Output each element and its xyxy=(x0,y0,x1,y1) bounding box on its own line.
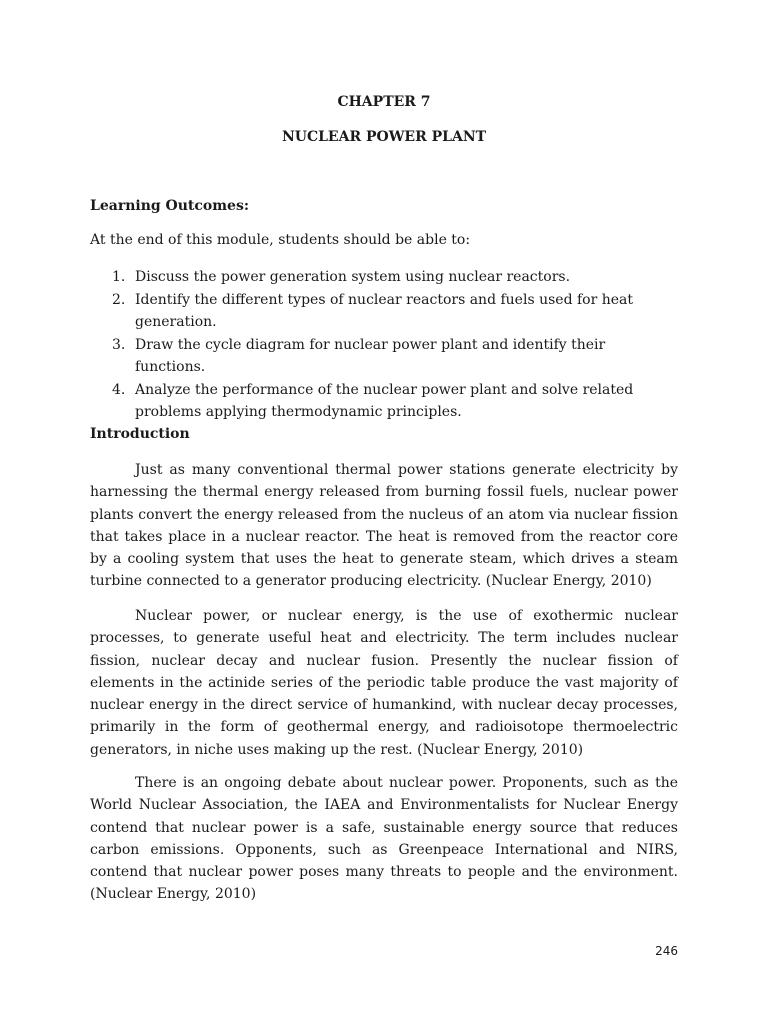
learning-outcomes-heading: Learning Outcomes: xyxy=(90,198,250,214)
chapter-label: CHAPTER 7 xyxy=(337,94,431,110)
learning-outcomes-lead: At the end of this module, students should be able to: xyxy=(90,232,471,248)
chapter-title: NUCLEAR POWER PLANT xyxy=(281,129,487,145)
list-item-text: Analyze the performance of the nuclear power plant and solve related problems applying thermodynamic principles. xyxy=(135,381,634,420)
list-item-number: 3. xyxy=(112,336,126,353)
list-item-number: 1. xyxy=(112,269,126,285)
list-item xyxy=(90,266,678,289)
page-number: 246 xyxy=(655,944,678,958)
introduction-paragraph-2: Nuclear power, or nuclear energy, is the use of exothermic nuclear processes, to generate useful heat and electricity. The term includes nuclear fission, nuclear decay and nuclear fusion. Presently the nuclear fission of elements in the actinide series of the periodic table produce the vast majority of nuclear energy in the direct service of humankind, with nuclear decay processes, primarily in the form of geothermal energy, and radioisotope thermoelectric generators, in niche uses making up the rest. (Nuclear Energy, 2010) xyxy=(90,608,678,758)
list-item xyxy=(90,379,678,424)
list-item-text: Identify the different types of nuclear reactors and fuels used for heat generation. xyxy=(135,291,634,330)
introduction-heading: Introduction xyxy=(90,426,190,442)
learning-outcomes-list xyxy=(90,266,678,424)
document-page xyxy=(90,0,678,1024)
introduction-paragraph-1: Just as many conventional thermal power stations generate electricity by harnessing the thermal energy released from burning fossil fuels, nuclear power plants convert the energy released from the nucleus of an atom via nuclear fission that takes place in a nuclear reactor. The heat is removed from the reactor core by a cooling system that uses the heat to generate steam, which drives a steam turbine connected to a generator producing electricity. (Nuclear Energy, 2010) xyxy=(90,462,678,590)
list-item-text: Draw the cycle diagram for nuclear power plant and identify their functions. xyxy=(135,336,606,375)
list-item-number: 2. xyxy=(112,291,126,308)
list-item-text: Discuss the power generation system using nuclear reactors. xyxy=(135,269,571,285)
list-item-number: 4. xyxy=(112,381,126,398)
list-item xyxy=(90,334,678,379)
list-item xyxy=(90,289,678,334)
introduction-paragraph-3: There is an ongoing debate about nuclear power. Proponents, such as the World Nuclear Association, the IAEA and Environmentalists for Nuclear Energy contend that nuclear power is a safe, sustainable energy source that reduces carbon emissions. Opponents, such as Greenpeace International and NIRS, contend that nuclear power poses many threats to people and the environment. (Nuclear Energy, 2010) xyxy=(90,775,678,903)
